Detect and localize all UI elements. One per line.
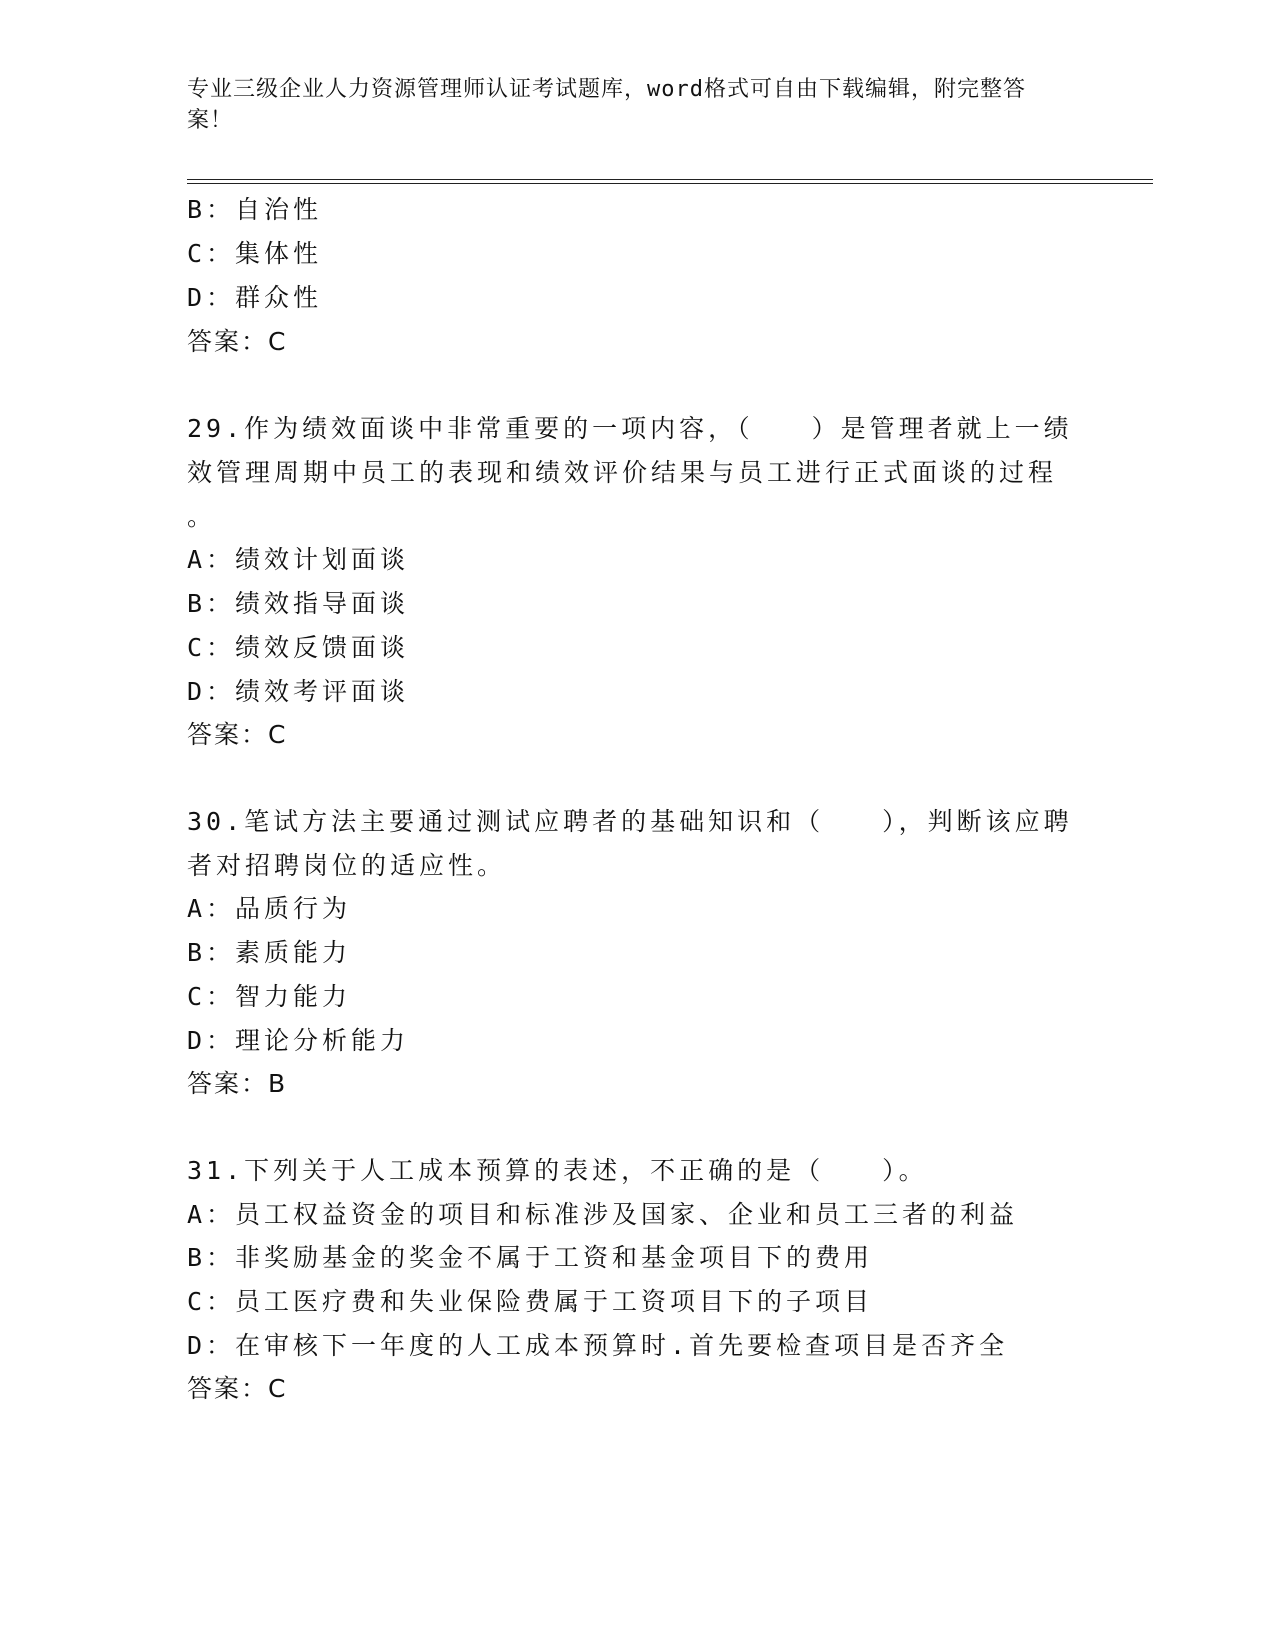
option-b: B：自治性: [187, 195, 323, 224]
answer: 答案：C: [187, 720, 288, 749]
option-c: C：智力能力: [187, 982, 352, 1011]
option-a: A：绩效计划面谈: [187, 545, 410, 574]
question-stem: 29.作为绩效面谈中非常重要的一项内容，（ ）是管理者就上一绩: [187, 414, 1073, 443]
question-stem: 效管理周期中员工的表现和绩效评价结果与员工进行正式面谈的过程: [187, 458, 1058, 487]
answer: 答案：C: [187, 327, 288, 356]
answer: 答案：C: [187, 1374, 288, 1403]
answer: 答案：B: [187, 1069, 288, 1098]
option-d: D：在审核下一年度的人工成本预算时.首先要检查项目是否齐全: [187, 1331, 1009, 1360]
option-c: C：员工医疗费和失业保险费属于工资项目下的子项目: [187, 1287, 874, 1316]
option-d: D：群众性: [187, 283, 323, 312]
question-stem: 。: [187, 502, 217, 531]
option-b: B：绩效指导面谈: [187, 589, 410, 618]
page-header: 专业三级企业人力资源管理师认证考试题库，word格式可自由下载编辑，附完整答案！: [187, 77, 1026, 133]
question-stem: 者对招聘岗位的适应性。: [187, 851, 507, 880]
question-stem: 31.下列关于人工成本预算的表述，不正确的是（ ）。: [187, 1156, 928, 1185]
option-a: A：员工权益资金的项目和标准涉及国家、企业和员工三者的利益: [187, 1200, 1019, 1229]
option-b: B：非奖励基金的奖金不属于工资和基金项目下的费用: [187, 1243, 874, 1272]
question-stem: 30.笔试方法主要通过测试应聘者的基础知识和（ ），判断该应聘: [187, 807, 1073, 836]
option-c: C：绩效反馈面谈: [187, 633, 410, 662]
header-divider: [187, 179, 1153, 184]
option-b: B：素质能力: [187, 938, 352, 967]
option-d: D：绩效考评面谈: [187, 677, 410, 706]
option-a: A：品质行为: [187, 894, 352, 923]
option-d: D：理论分析能力: [187, 1026, 410, 1055]
option-c: C：集体性: [187, 239, 323, 268]
